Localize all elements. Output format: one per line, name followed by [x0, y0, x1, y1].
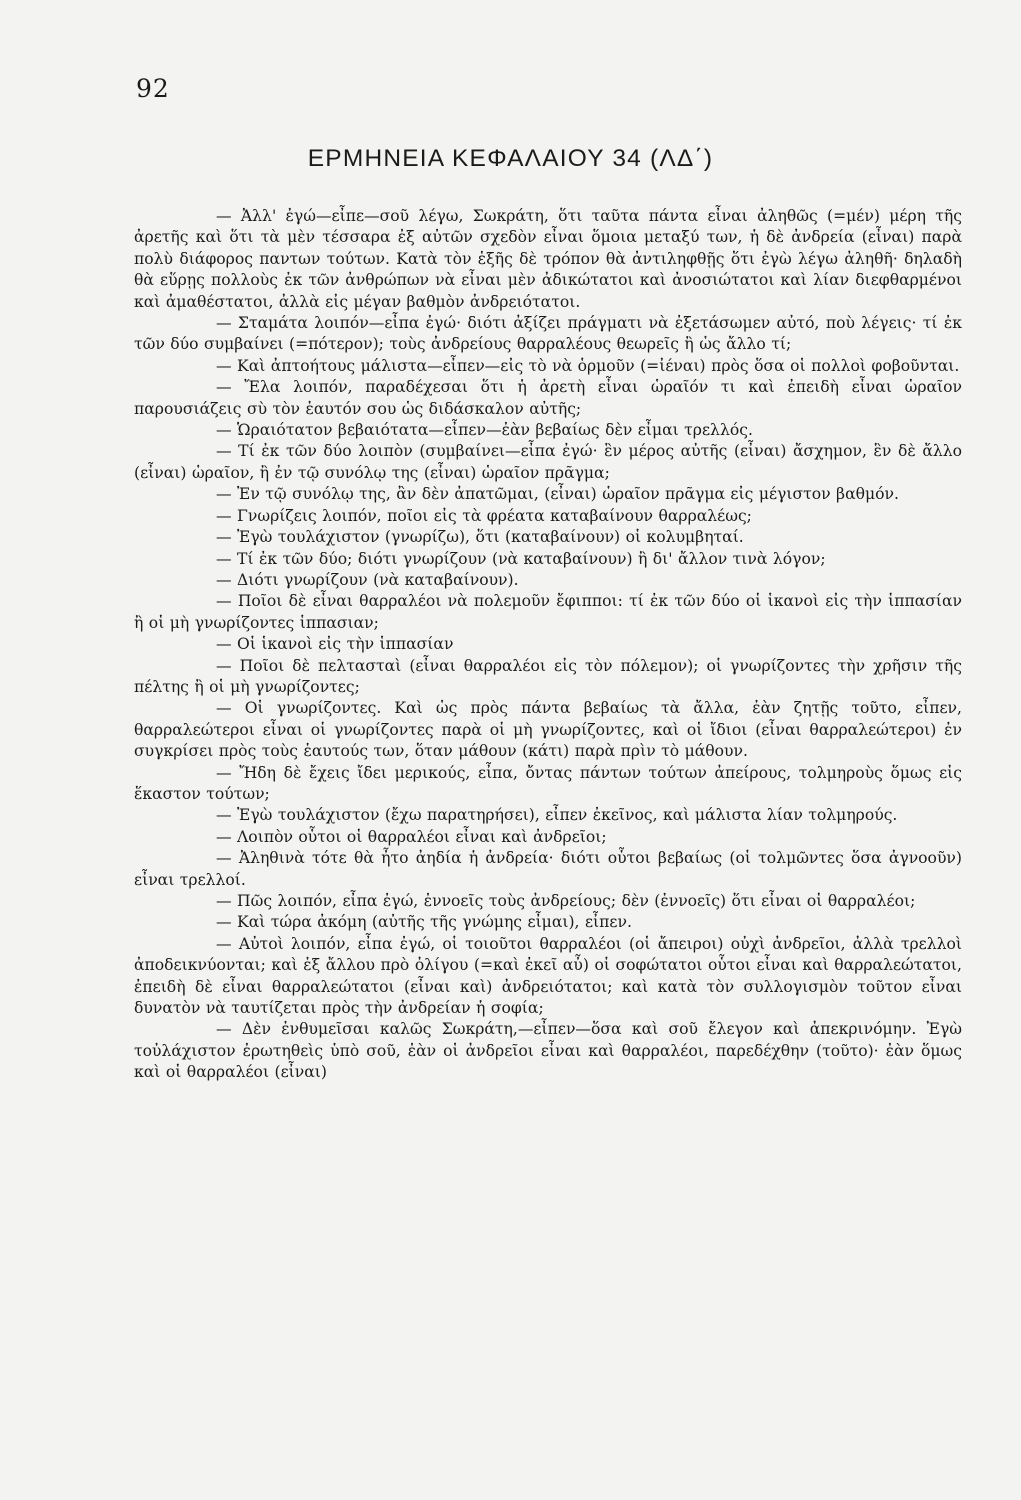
- paragraph: — Ποῖοι δὲ πελτασταὶ (εἶναι θαρραλέοι εἰς τὸν πόλεμον); οἱ γνωρίζοντες τὴν χρῆσιν τῆς πέλτης ἢ οἱ μὴ γνωρίζοντες;: [134, 656, 962, 696]
- paragraph: — Ὡραιότατον βεβαιότατα—εἶπεν—ἐὰν βεβαίως δὲν εἶμαι τρελλός.: [216, 421, 753, 440]
- paragraph: — Ἀληθινὰ τότε θὰ ἦτο ἀηδία ἡ ἀνδρεία· διότι οὗτοι βεβαίως (οἱ τολμῶντες ὅσα ἀγνοοῦν) εἶναι τρελλοί.: [134, 849, 962, 889]
- paragraph: — Καὶ τώρα ἀκόμη (αὐτῆς τῆς γνώμης εἶμαι), εἶπεν.: [216, 913, 632, 932]
- paragraph: — Σταμάτα λοιπόν—εἶπα ἐγώ· διότι ἀξίζει πράγματι νὰ ἐξετάσωμεν αὐτό, ποὺ λέγεις· τί ἐκ τῶν δύο συμβαίνει (=πότερον); τοὺς ἀνδρείους θαρραλέους θεωρεῖς ἢ ὡς ἄλλο τί;: [134, 314, 962, 354]
- paragraph: — Οἱ γνωρίζοντες. Καὶ ὡς πρὸς πάντα βεβαίως τὰ ἄλλα, ἐὰν ζητῇς τοῦτο, εἶπεν, θαρραλεώτεροι εἶναι οἱ γνωρίζοντες παρὰ οἱ μὴ γνωρίζοντες, καὶ οἱ ἴδιοι (εἶναι θαρραλεώτεροι) ἐν συγκρίσει πρὸς τοὺς ἑαυτούς των, ὅταν μάθουν (κάτι) παρὰ πρὶν τὸ μάθουν.: [134, 699, 962, 761]
- paragraph: — Πῶς λοιπόν, εἶπα ἐγώ, ἐννοεῖς τοὺς ἀνδρείους; δὲν (ἐννοεῖς) ὅτι εἶναι οἱ θαρραλέοι;: [216, 892, 916, 910]
- paragraph: — Δὲν ἐνθυμεῖσαι καλῶς Σωκράτη,—εἶπεν—ὅσα καὶ σοῦ ἔλεγον καὶ ἀπεκρινόμην. Ἐγὼ τοὐλάχιστον ἐρωτηθεὶς ὑπὸ σοῦ, ἐὰν οἱ ἀνδρεῖοι εἶναι καὶ θαρραλέοι, παρεδέχθην (τοῦτο)· ἐὰν ὅμως καὶ οἱ θαρραλέοι (εἶναι): [134, 1020, 962, 1082]
- paragraph: — Τί ἐκ τῶν δύο; διότι γνωρίζουν (νὰ καταβαίνουν) ἢ δι' ἄλλον τινὰ λόγον;: [216, 549, 826, 568]
- paragraph: — Οἱ ἱκανοὶ εἰς τὴν ἱππασίαν: [216, 635, 454, 654]
- paragraph: — Ἤδη δὲ ἔχεις ἴδει μερικούς, εἶπα, ὄντας πάντων τούτων ἀπείρους, τολμηροὺς ὅμως εἰς ἕκαστον τούτων;: [134, 763, 962, 803]
- page-number: 92: [136, 74, 170, 103]
- paragraph: — Αὐτοὶ λοιπόν, εἶπα ἐγώ, οἱ τοιοῦτοι θαρραλέοι (οἱ ἄπειροι) οὐχὶ ἀνδρεῖοι, ἀλλὰ τρελλοὶ ἀποδεικνύονται; καὶ ἐξ ἄλλου πρὸ ὀλίγου (=καὶ ἐκεῖ αὖ) οἱ σοφώτατοι οὗτοι εἶναι καὶ θαρραλεώτατοι, ἐπειδὴ δὲ εἶναι θαρραλεώτατοι (εἶναι καὶ) ἀνδρειότατοι; καὶ κατὰ τὸν συλλογισμὸν τοῦτον εἶναι δυνατὸν νὰ ταυτίζεται πρὸς τὴν ἀνδρείαν ἡ σοφία;: [134, 934, 962, 1018]
- paragraph: — Τί ἐκ τῶν δύο λοιπὸν (συμβαίνει—εἶπα ἐγώ· ἓν μέρος αὐτῆς (εἶναι) ἄσχημον, ἓν δὲ ἄλλο (εἶναι) ὡραῖον, ἢ ἐν τῷ συνόλῳ της (εἶναι) ὡραῖον πρᾶγμα;: [134, 442, 962, 482]
- paragraph: — Διότι γνωρίζουν (νὰ καταβαίνουν).: [216, 570, 519, 589]
- paragraph: — Λοιπὸν οὗτοι οἱ θαρραλέοι εἶναι καὶ ἀνδρεῖοι;: [216, 827, 607, 846]
- paragraph: — Καὶ ἀπτοήτους μάλιστα—εἶπεν—εἰς τὸ νὰ ὁρμοῦν (=ἰέναι) πρὸς ὅσα οἱ πολλοὶ φοβοῦνται.: [216, 356, 960, 375]
- paragraph: — Ἔλα λοιπόν, παραδέχεσαι ὅτι ἡ ἀρετὴ εἶναι ὡραῖόν τι καὶ ἐπειδὴ εἶναι ὡραῖον παρουσιάζεις σὺ τὸν ἑαυτόν σου ὡς διδάσκαλον αὐτῆς;: [134, 378, 962, 418]
- paragraph: — Ἐγὼ τουλάχιστον (γνωρίζω), ὅτι (καταβαίνουν) οἱ κολυμβηταί.: [216, 528, 744, 547]
- paragraph: — Ἐν τῷ συνόλῳ της, ἂν δὲν ἀπατῶμαι, (εἶναι) ὡραῖον πρᾶγμα εἰς μέγιστον βαθμόν.: [216, 485, 899, 504]
- paragraph: — Ἀλλ' ἐγώ—εἶπε—σοῦ λέγω, Σωκράτη, ὅτι ταῦτα πάντα εἶναι ἀληθῶς (=μέν) μέρη τῆς ἀρετῆς καὶ ὅτι τὰ μὲν τέσσαρα ἐξ αὐτῶν σχεδὸν εἶναι ὅμοια μεταξύ των, ἡ δὲ ἀνδρεία (εἶναι) παρὰ πολὺ διάφορος παντων τούτων. Κατὰ τὸν ἑξῆς δὲ τρόπον θὰ ἀντιληφθῇς ὅτι ἐγὼ λέγω ἀληθῆ· δηλαδὴ θὰ εὕρῃς πολλοὺς ἐκ τῶν ἀνθρώπων νὰ εἶναι μὲν ἀδικώτατοι καὶ ἀνοσιώτατοι καὶ λίαν διεφθαρμένοι καὶ ἀμαθέστατοι, ἀλλὰ εἰς μέγαν βαθμὸν ἀνδρειότατοι.: [134, 207, 962, 311]
- paragraph: — Γνωρίζεις λοιπόν, ποῖοι εἰς τὰ φρέατα καταβαίνουν θαρραλέως;: [216, 506, 752, 525]
- body-text: [134, 206, 962, 1084]
- paragraph: — Ποῖοι δὲ εἶναι θαρραλέοι νὰ πολεμοῦν ἔφιπποι: τί ἐκ τῶν δύο οἱ ἱκανοὶ εἰς τὴν ἱππασίαν ἢ οἱ μὴ γνωρίζοντες ἱππασιαν;: [134, 592, 962, 632]
- chapter-title: ΕΡΜΗΝΕΙΑ ΚΕΦΑΛΑΙΟΥ 34 (ΛΔ΄): [307, 145, 714, 172]
- paragraph: — Ἐγὼ τουλάχιστον (ἔχω παρατηρήσει), εἶπεν ἐκεῖνος, καὶ μάλιστα λίαν τολμηρούς.: [216, 806, 898, 825]
